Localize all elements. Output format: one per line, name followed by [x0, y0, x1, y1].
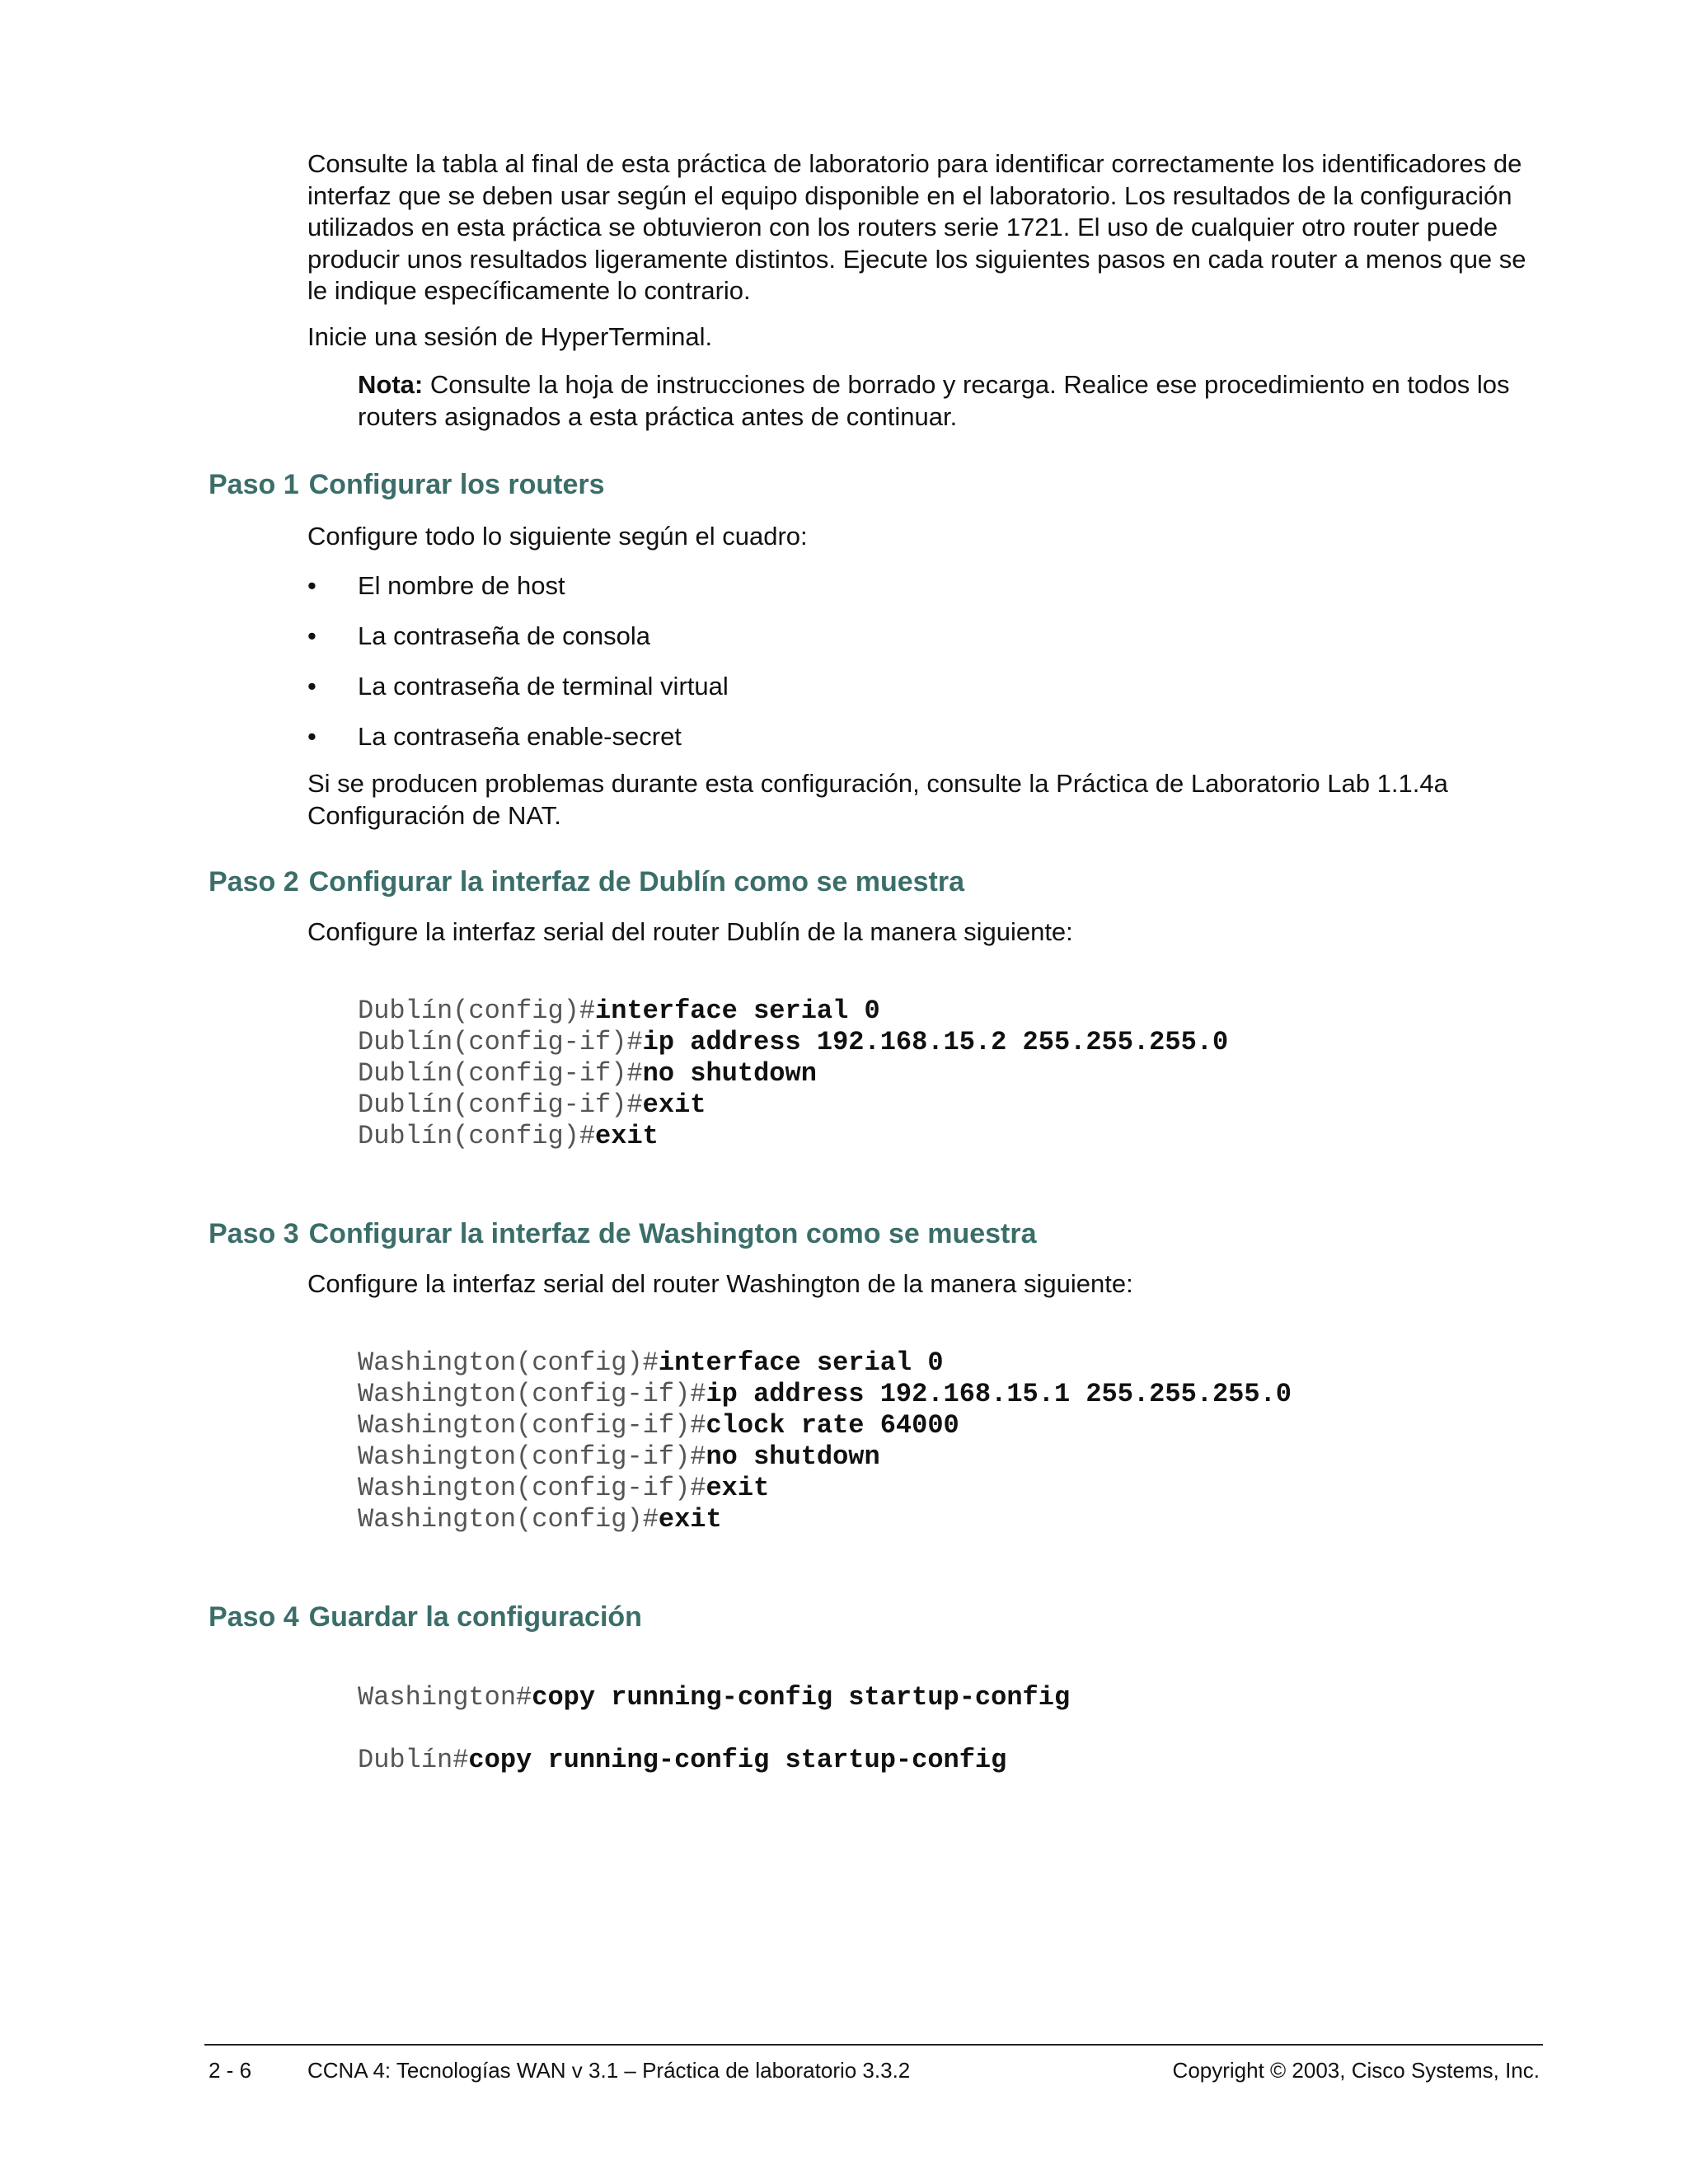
code-line — [358, 996, 1228, 1027]
footer-divider — [204, 2044, 1543, 2046]
bullet-icon: • — [307, 621, 316, 650]
intro-hyperterminal: Inicie una sesión de HyperTerminal. — [307, 322, 713, 351]
footer-page-number: 2 - 6 — [209, 2058, 252, 2083]
list-item-text: La contraseña enable-secret — [358, 722, 682, 751]
list-item-text: La contraseña de consola — [358, 621, 651, 650]
bullet-icon: • — [307, 672, 316, 701]
code-prompt: Dublín(config)# — [358, 996, 596, 1026]
step1-title: Configurar los routers — [308, 469, 605, 500]
step4-number: Paso 4 — [209, 1601, 299, 1633]
note-label: Nota: — [358, 370, 424, 399]
code-command: exit — [706, 1473, 770, 1503]
step3-heading — [209, 1217, 1037, 1250]
save-config-code — [358, 1682, 1070, 1713]
code-line — [358, 1090, 1228, 1121]
code-prompt: Washington(config-if)# — [358, 1473, 706, 1503]
code-prompt: Dublín(config-if)# — [358, 1090, 643, 1120]
code-command: ip address 192.168.15.2 255.255.255.0 — [642, 1027, 1229, 1057]
step1-lead: Configure todo lo siguiente según el cuadro: — [307, 522, 808, 551]
step1-after: Si se producen problemas durante esta configuración, consulte la Práctica de Laboratorio Lab 1.1.4a Configuración de NAT. — [307, 769, 1448, 830]
code-prompt: Washington(config-if)# — [358, 1410, 706, 1441]
code-line — [358, 1682, 1070, 1713]
code-line — [358, 1441, 1292, 1473]
save-config-code — [358, 1745, 1006, 1776]
code-prompt: Washington(config-if)# — [358, 1379, 706, 1409]
code-command: exit — [642, 1090, 706, 1120]
code-line — [358, 1504, 1292, 1535]
code-line — [358, 1347, 1292, 1379]
code-command: copy running-config startup-config — [532, 1682, 1071, 1713]
bullet-icon: • — [307, 722, 316, 751]
step2-number: Paso 2 — [209, 866, 299, 898]
code-command: no shutdown — [642, 1058, 817, 1089]
code-line — [358, 1027, 1228, 1058]
list-item-text: El nombre de host — [358, 571, 565, 600]
note-text: Consulte la hoja de instrucciones de borrado y recarga. Realice ese procedimiento en todos los routers asignados a esta práctica antes de continuar. — [358, 370, 1510, 431]
list-item-text: La contraseña de terminal virtual — [358, 672, 729, 701]
code-command: no shutdown — [706, 1441, 880, 1472]
code-command: interface serial 0 — [658, 1347, 944, 1378]
step3-lead: Configure la interfaz serial del router Washington de la manera siguiente: — [307, 1269, 1133, 1298]
code-line — [358, 1410, 1292, 1441]
step2-title: Configurar la interfaz de Dublín como se muestra — [308, 866, 964, 898]
code-line — [358, 1379, 1292, 1410]
code-prompt: Washington(config)# — [358, 1347, 659, 1378]
code-prompt: Dublín(config)# — [358, 1121, 596, 1151]
footer-course-title: CCNA 4: Tecnologías WAN v 3.1 – Práctica de laboratorio 3.3.2 — [307, 2058, 911, 2083]
step2-lead: Configure la interfaz serial del router Dublín de la manera siguiente: — [307, 917, 1073, 946]
code-line — [358, 1058, 1228, 1090]
code-line — [358, 1745, 1006, 1776]
code-prompt: Dublín(config-if)# — [358, 1027, 643, 1057]
code-line — [358, 1121, 1228, 1152]
intro-paragraph: Consulte la tabla al final de esta práctica de laboratorio para identificar correctamente los identificadores de interfaz que se deben usar según el equipo disponible en el laboratorio. Los resultados de la configuración utilizados en esta práctica se obtuvieron con los routers serie 1721. El uso de cualquier otro router puede producir unos resultados ligeramente distintos. Ejecute los siguientes pasos en cada router a menos que se le indique específicamente lo contrario. — [307, 149, 1526, 305]
footer-copyright: Copyright © 2003, Cisco Systems, Inc. — [1172, 2058, 1540, 2083]
code-command: interface serial 0 — [595, 996, 880, 1026]
code-prompt: Dublín# — [358, 1745, 469, 1775]
step3-title: Configurar la interfaz de Washington como se muestra — [308, 1218, 1037, 1249]
code-line — [358, 1473, 1292, 1504]
code-command: copy running-config startup-config — [468, 1745, 1007, 1775]
step3-number: Paso 3 — [209, 1218, 299, 1249]
step4-title: Guardar la configuración — [308, 1601, 642, 1633]
code-prompt: Washington(config-if)# — [358, 1441, 706, 1472]
step1-heading — [209, 468, 605, 501]
code-prompt: Washington(config)# — [358, 1504, 659, 1535]
step1-number: Paso 1 — [209, 469, 299, 500]
washington-config-code — [358, 1347, 1292, 1535]
code-command: clock rate 64000 — [706, 1410, 959, 1441]
note-paragraph — [358, 369, 1545, 433]
dublin-config-code — [358, 996, 1228, 1152]
code-prompt: Dublín(config-if)# — [358, 1058, 643, 1089]
bullet-icon: • — [307, 571, 316, 600]
step4-heading — [209, 1601, 642, 1633]
code-prompt: Washington# — [358, 1682, 532, 1713]
code-command: ip address 192.168.15.1 255.255.255.0 — [706, 1379, 1292, 1409]
step2-heading — [209, 865, 964, 898]
code-command: exit — [595, 1121, 659, 1151]
code-command: exit — [658, 1504, 722, 1535]
